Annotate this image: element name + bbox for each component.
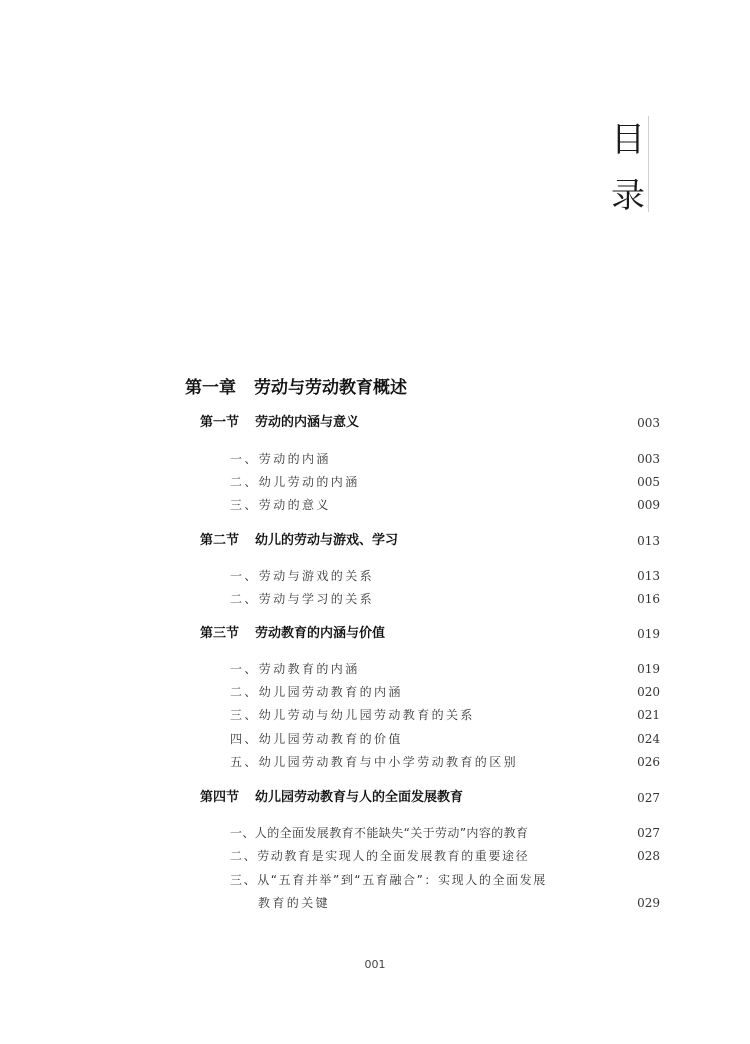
title-char-2: 录 bbox=[611, 176, 645, 216]
page-number: 021 bbox=[637, 708, 660, 722]
page-number: 005 bbox=[637, 475, 660, 489]
section-title: 幼儿园劳动教育与人的全面发展教育 bbox=[255, 790, 464, 805]
page-number: 019 bbox=[637, 627, 660, 641]
toc-entry[interactable] bbox=[0, 657, 750, 681]
entry-title: 二、劳动教育是实现人的全面发展教育的重要途径 bbox=[230, 849, 530, 863]
title-char-1: 目 bbox=[611, 120, 645, 160]
page-number: 027 bbox=[637, 826, 660, 840]
toc-entry[interactable] bbox=[0, 680, 750, 704]
page-number: 016 bbox=[637, 592, 660, 606]
page-number: 024 bbox=[637, 732, 660, 746]
section-number: 第三节 bbox=[200, 626, 240, 641]
section-number: 第一节 bbox=[200, 415, 240, 430]
toc-entry-continuation[interactable] bbox=[0, 891, 750, 915]
toc-entry[interactable] bbox=[0, 844, 750, 868]
entry-title: 一、劳动的内涵 bbox=[230, 452, 331, 466]
toc-entry[interactable] bbox=[0, 564, 750, 588]
toc-entry[interactable] bbox=[0, 727, 750, 751]
toc-entry[interactable] bbox=[0, 750, 750, 774]
section-number: 第四节 bbox=[200, 790, 240, 805]
page-number: 026 bbox=[637, 755, 660, 769]
toc-section-1[interactable] bbox=[0, 411, 750, 435]
page-number: 009 bbox=[637, 498, 660, 512]
toc-entry[interactable] bbox=[0, 470, 750, 494]
entry-title: 二、幼儿劳动的内涵 bbox=[230, 475, 360, 489]
page-footer-number: 001 bbox=[364, 958, 386, 971]
entry-title: 五、幼儿园劳动教育与中小学劳动教育的区别 bbox=[230, 755, 519, 769]
section-title: 劳动的内涵与意义 bbox=[255, 415, 360, 430]
page-number: 028 bbox=[637, 849, 660, 863]
toc-entry[interactable] bbox=[0, 868, 750, 892]
page-number: 003 bbox=[637, 416, 660, 430]
section-title: 劳动教育的内涵与价值 bbox=[255, 626, 386, 641]
page-number: 003 bbox=[637, 452, 660, 466]
entry-title: 二、幼儿园劳动教育的内涵 bbox=[230, 685, 403, 699]
entry-title-continuation: 教育的关键 bbox=[258, 896, 331, 910]
entry-title: 一、劳动教育的内涵 bbox=[230, 662, 360, 676]
page-number: 020 bbox=[637, 685, 660, 699]
entry-title: 二、劳动与学习的关系 bbox=[230, 592, 375, 606]
toc-section-4[interactable] bbox=[0, 786, 750, 810]
toc-entry[interactable] bbox=[0, 493, 750, 517]
page-number: 029 bbox=[637, 896, 660, 910]
page-number: 019 bbox=[637, 662, 660, 676]
page-number: 013 bbox=[637, 534, 660, 548]
toc-section-2[interactable] bbox=[0, 529, 750, 553]
toc-entry[interactable] bbox=[0, 703, 750, 727]
toc-entry[interactable] bbox=[0, 447, 750, 471]
section-number: 第二节 bbox=[200, 533, 240, 548]
title-divider bbox=[648, 116, 649, 212]
entry-title: 一、劳动与游戏的关系 bbox=[230, 569, 375, 583]
chapter-number: 第一章 bbox=[185, 378, 236, 398]
chapter-title: 劳动与劳动教育概述 bbox=[254, 378, 407, 398]
page-number: 013 bbox=[637, 569, 660, 583]
page-number: 027 bbox=[637, 791, 660, 805]
entry-title: 四、幼儿园劳动教育的价值 bbox=[230, 732, 403, 746]
entry-title: 三、劳动的意义 bbox=[230, 498, 331, 512]
entry-title: 三、幼儿劳动与幼儿园劳动教育的关系 bbox=[230, 708, 475, 722]
chapter-heading[interactable] bbox=[185, 373, 407, 398]
toc-entry[interactable] bbox=[0, 587, 750, 611]
entry-title: 一、人的全面发展教育不能缺失“关于劳动”内容的教育 bbox=[230, 826, 529, 840]
toc-section-3[interactable] bbox=[0, 622, 750, 646]
toc-title bbox=[608, 112, 648, 224]
entry-title: 三、从“五育并举”到“五育融合”：实现人的全面发展 bbox=[230, 873, 547, 887]
section-title: 幼儿的劳动与游戏、学习 bbox=[255, 533, 399, 548]
toc-entry[interactable] bbox=[0, 821, 750, 845]
